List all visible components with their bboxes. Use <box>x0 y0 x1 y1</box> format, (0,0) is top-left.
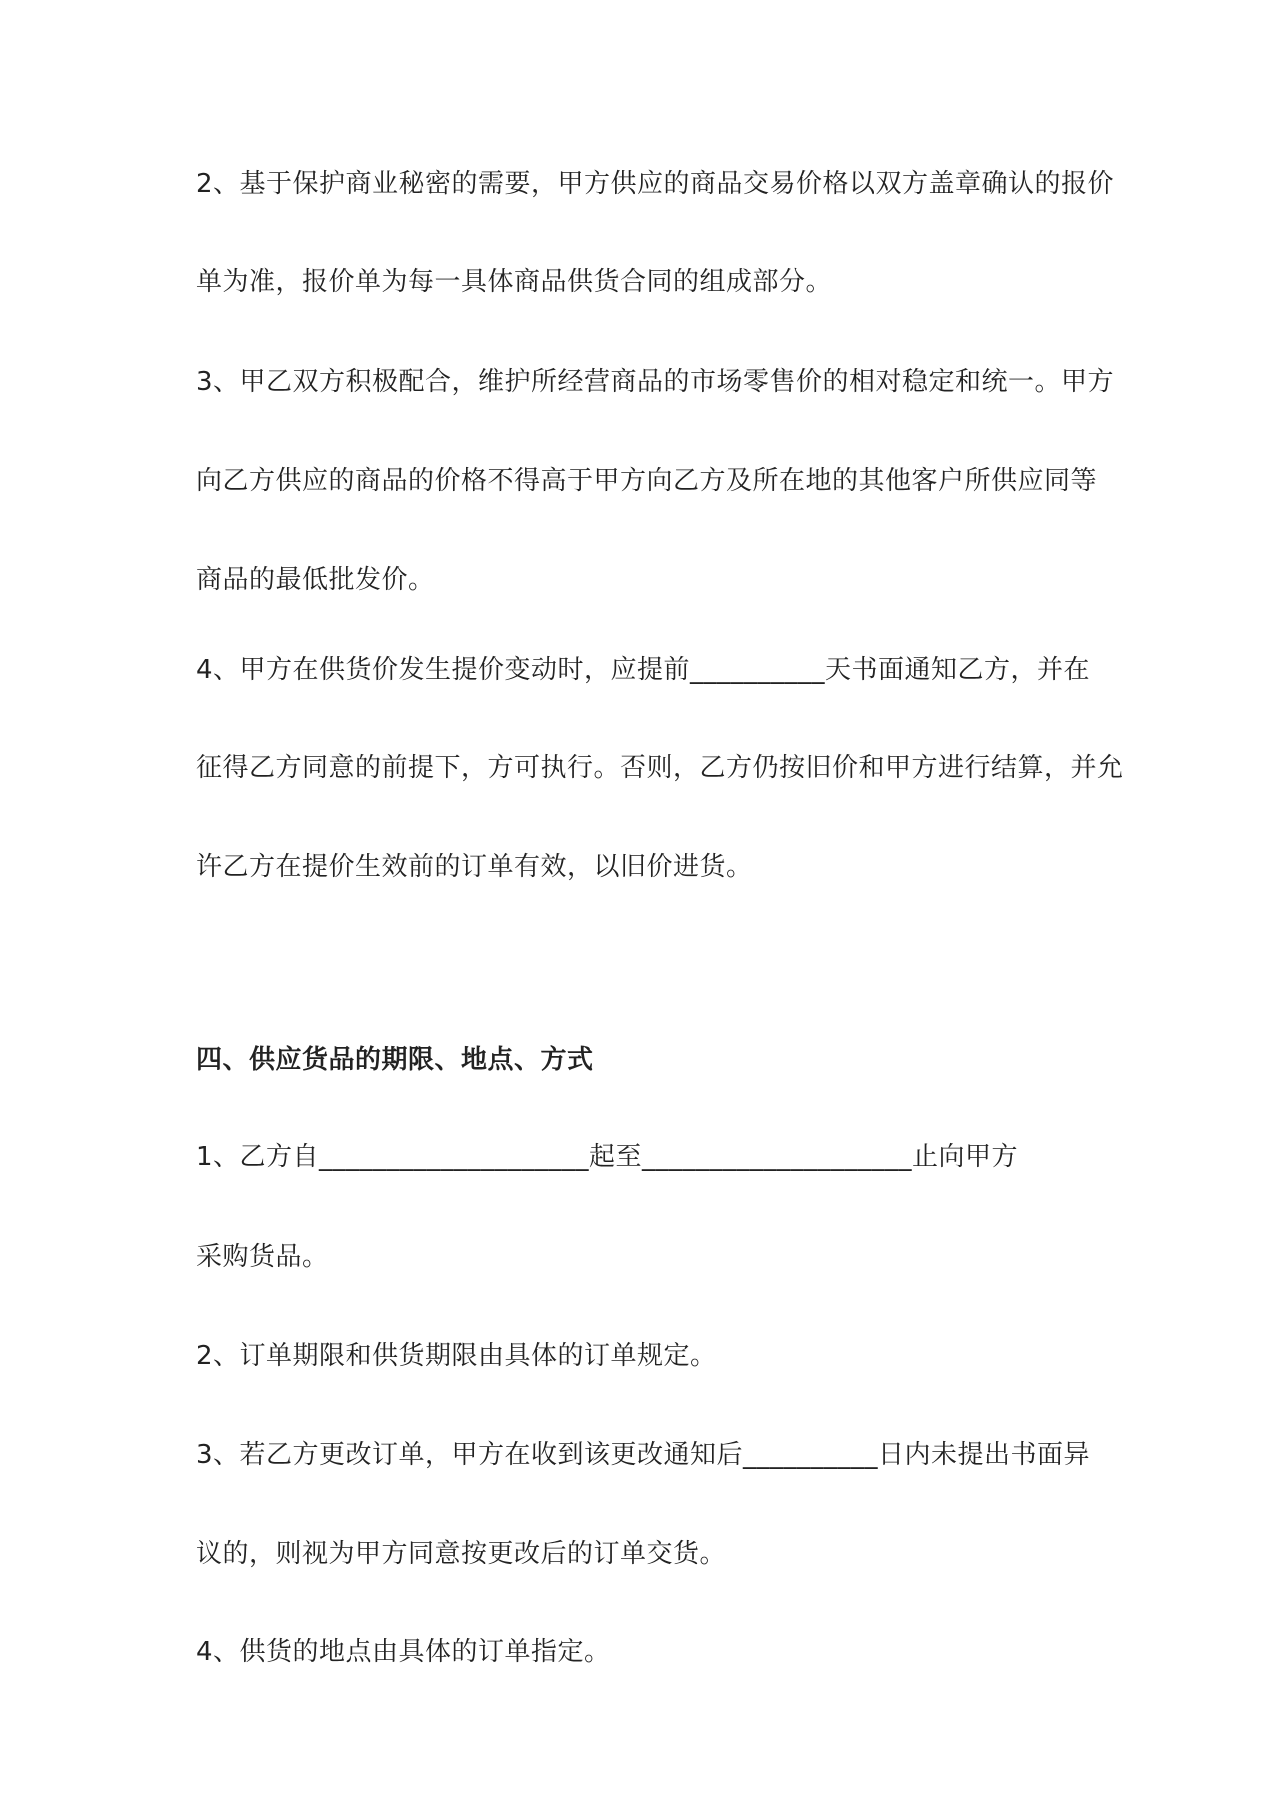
section-4-clause-4-line-1: 4、供货的地点由具体的订单指定。 <box>196 1637 611 1667</box>
section-4-heading: 四、供应货品的期限、地点、方式 <box>196 1045 594 1075</box>
clause-3-3-line-3: 商品的最低批发价。 <box>196 565 435 595</box>
clause-3-2-line-1: 2、基于保护商业秘密的需要，甲方供应的商品交易价格以双方盖章确认的报价 <box>196 169 1115 199</box>
clause-3-4-line-2: 征得乙方同意的前提下，方可执行。否则，乙方仍按旧价和甲方进行结算，并允 <box>196 753 1124 783</box>
section-4-clause-1-line-2: 采购货品。 <box>196 1242 329 1272</box>
clause-3-3-line-1: 3、甲乙双方积极配合，维护所经营商品的市场零售价的相对稳定和统一。甲方 <box>196 367 1115 397</box>
section-4-clause-3-line-1: 3、若乙方更改订单，甲方在收到该更改通知后__________日内未提出书面异 <box>196 1440 1091 1470</box>
section-4-clause-3-line-2: 议的，则视为甲方同意按更改后的订单交货。 <box>196 1539 727 1569</box>
section-4-clause-1-line-1: 1、乙方自____________________起至____________________止向甲方 <box>196 1142 1019 1172</box>
clause-3-4-line-1: 4、甲方在供货价发生提价变动时，应提前__________天书面通知乙方，并在 <box>196 655 1091 685</box>
section-4-clause-2-line-1: 2、订单期限和供货期限由具体的订单规定。 <box>196 1341 717 1371</box>
clause-3-3-line-2: 向乙方供应的商品的价格不得高于甲方向乙方及所在地的其他客户所供应同等 <box>196 466 1098 496</box>
clause-3-2-line-2: 单为准，报价单为每一具体商品供货合同的组成部分。 <box>196 267 833 297</box>
clause-3-4-line-3: 许乙方在提价生效前的订单有效，以旧价进货。 <box>196 852 753 882</box>
